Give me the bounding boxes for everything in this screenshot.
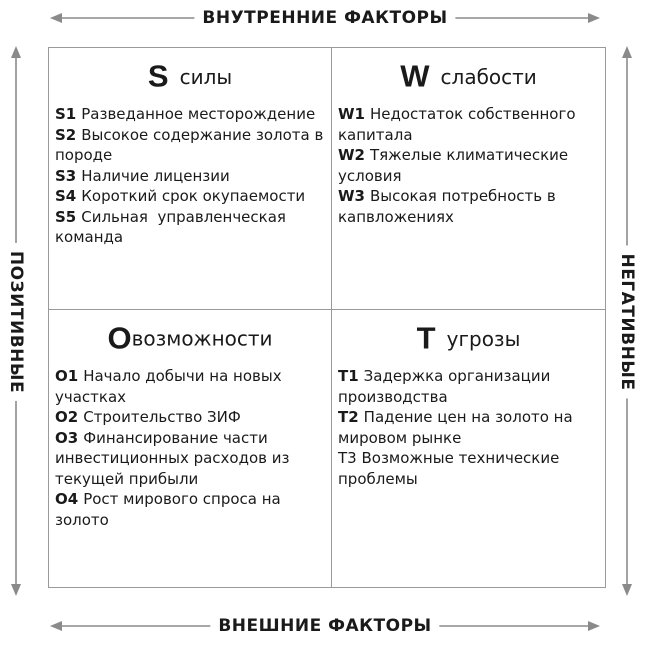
axis-label-negative: НЕГАТИВНЫЕ <box>617 245 637 398</box>
list-item <box>55 428 325 490</box>
list-item <box>55 166 325 187</box>
left-arrow-top-head <box>11 46 21 58</box>
quadrant-title: силы <box>179 64 233 89</box>
list-item <box>338 104 599 145</box>
item-code: O4 <box>55 490 79 508</box>
quadrant-letter: O <box>107 320 132 356</box>
quadrant-title: возможности <box>131 326 273 351</box>
item-text: Наличие лицензии <box>81 166 230 185</box>
quadrant-title: угрозы <box>446 326 521 351</box>
item-code: S3 <box>55 166 77 185</box>
right-arrow-top-head <box>622 46 632 58</box>
quadrant-header <box>338 318 599 358</box>
top-arrow-right-head <box>588 13 600 23</box>
item-text: Финансирование части инвестиционных расходов из текущей прибыли <box>55 428 290 488</box>
quadrant-title: слабости <box>440 64 537 89</box>
item-text: Короткий срок окупаемости <box>81 187 306 205</box>
list-item <box>55 104 325 125</box>
list-item <box>338 186 599 227</box>
quadrant-item-list <box>338 366 599 489</box>
item-text: Падение цен на золото на мировом рынке <box>338 408 573 447</box>
quadrant-header <box>338 56 599 96</box>
item-code: O2 <box>55 408 79 426</box>
item-code: T1 <box>338 367 359 385</box>
item-text: Высокая потребность в капвложениях <box>338 187 556 226</box>
quadrant-letter: W <box>400 58 430 94</box>
list-item <box>338 407 599 448</box>
right-arrow-bottom-head <box>622 584 632 596</box>
quadrant-item-list <box>55 366 325 530</box>
list-item <box>55 125 325 166</box>
item-code: S2 <box>55 125 77 144</box>
bottom-arrow-left-head <box>50 621 62 631</box>
quadrant-item-list <box>338 104 599 227</box>
list-item <box>55 207 325 248</box>
quadrant-header <box>55 56 325 96</box>
list-item <box>338 448 599 489</box>
item-code: W2 <box>338 146 365 164</box>
item-text: Разведанное месторождение <box>81 105 316 123</box>
item-code: S5 <box>55 207 77 226</box>
left-arrow-bottom-head <box>11 584 21 596</box>
list-item <box>55 489 325 530</box>
list-item <box>55 366 325 407</box>
item-text: Начало добычи на новых участках <box>55 367 282 406</box>
item-text: Строительство ЗИФ <box>83 408 241 426</box>
top-arrow-left-head <box>50 13 62 23</box>
list-item <box>338 366 599 407</box>
item-text: Рост мирового спроса на золото <box>55 490 281 529</box>
bottom-arrow-right-head <box>588 621 600 631</box>
list-item <box>55 186 325 207</box>
item-text: Тяжелые климатические условия <box>338 146 569 185</box>
item-text: Высокое содержание золота в породе <box>55 125 324 164</box>
list-item <box>55 407 325 428</box>
quadrant-opportunities <box>49 310 332 587</box>
item-code: O1 <box>55 367 79 385</box>
swot-matrix <box>48 47 606 588</box>
axis-label-positive: ПОЗИТИВНЫЕ <box>6 243 26 401</box>
quadrant-letter: S <box>147 58 169 94</box>
quadrant-strengths <box>49 48 332 310</box>
item-text: Сильная управленческая команда <box>55 207 291 246</box>
item-code: O3 <box>55 428 79 447</box>
item-code: S1 <box>55 105 77 123</box>
item-text: Задержка организации производства <box>338 367 551 406</box>
quadrant-header <box>55 318 325 358</box>
item-code: W1 <box>338 105 365 123</box>
item-text: Т3 Возможные технические проблемы <box>338 449 560 488</box>
quadrant-item-list <box>55 104 325 248</box>
quadrant-weaknesses <box>332 48 605 310</box>
item-code: W3 <box>338 187 365 205</box>
axis-label-internal: ВНУТРЕННИЕ ФАКТОРЫ <box>194 8 455 28</box>
quadrant-threats <box>332 310 605 587</box>
item-code: T2 <box>338 408 359 426</box>
axis-label-external: ВНЕШНИЕ ФАКТОРЫ <box>210 616 439 636</box>
list-item <box>338 145 599 186</box>
quadrant-letter: T <box>416 320 436 356</box>
item-text: Недостаток собственного капитала <box>338 105 576 144</box>
item-code: S4 <box>55 187 77 205</box>
